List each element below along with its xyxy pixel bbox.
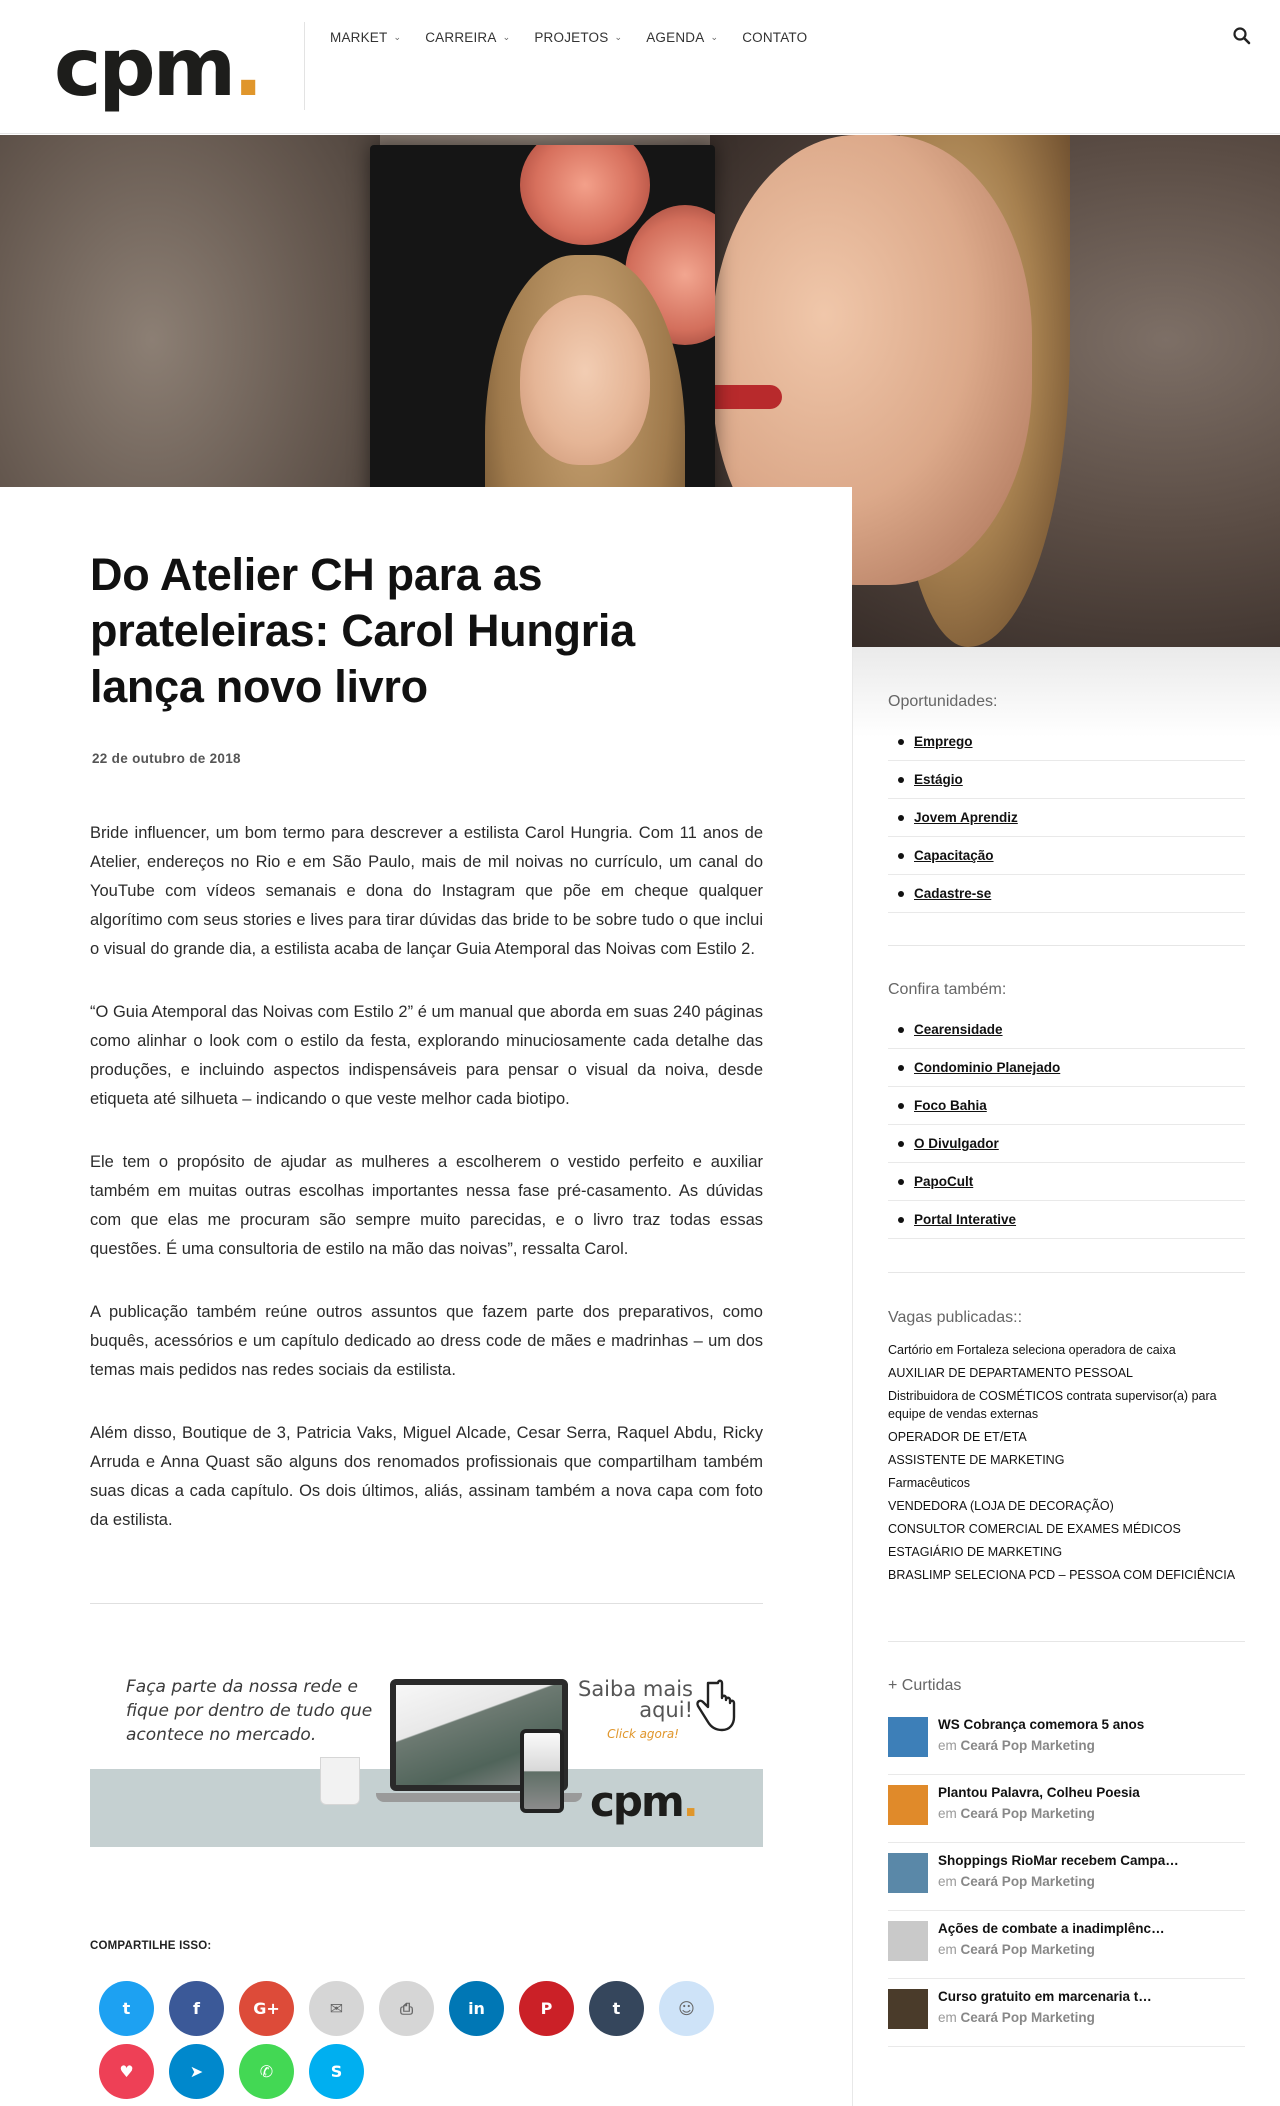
list-item (888, 723, 1245, 761)
link-portal-interative[interactable]: Portal Interative (914, 1212, 1017, 1227)
list-item (888, 837, 1245, 875)
post-date: 22 de outubro de 2018 (92, 751, 241, 766)
divider (888, 1272, 1245, 1273)
reddit-icon: ☺ (678, 1999, 695, 2018)
divider (888, 1641, 1245, 1642)
phone-image (520, 1729, 564, 1813)
facebook-icon: f (193, 1999, 200, 2018)
share-buttons-row (99, 2044, 364, 2099)
search-icon[interactable] (1232, 26, 1252, 46)
post-thumbnail (888, 1785, 928, 1825)
link-condominio-planejado[interactable]: Condominio Planejado (914, 1060, 1061, 1075)
facebook-share-button[interactable] (169, 1981, 224, 2036)
print-icon: ⎙ (400, 1998, 413, 2018)
link-jovem-aprendiz[interactable]: Jovem Aprendiz (914, 810, 1018, 825)
link-o-divulgador[interactable]: O Divulgador (914, 1136, 999, 1151)
nav-item-carreira[interactable]: CARREIRA ⌄ (425, 30, 511, 45)
site-logo[interactable]: cpm. (54, 21, 261, 114)
link-cearensidade[interactable]: Cearensidade (914, 1022, 1003, 1037)
list-item (888, 1087, 1245, 1125)
related-post-item[interactable] (888, 1775, 1245, 1843)
chevron-down-icon: ⌄ (614, 32, 623, 42)
share-buttons-row (99, 1981, 714, 2036)
job-link[interactable]: VENDEDORA (LOJA DE DECORAÇÃO) (888, 1499, 1114, 1513)
job-link[interactable]: CONSULTOR COMERCIAL DE EXAMES MÉDICOS (888, 1522, 1181, 1536)
list-item (888, 1201, 1245, 1239)
twitter-icon: t (122, 1999, 131, 2018)
banner-logo: cpm. (590, 1777, 697, 1826)
pencil-cup-image (320, 1757, 360, 1805)
twitter-share-button[interactable] (99, 1981, 154, 2036)
post-thumbnail (888, 1989, 928, 2029)
job-link[interactable]: ASSISTENTE DE MARKETING (888, 1453, 1065, 1467)
google-plus-icon: G+ (253, 1999, 280, 2018)
widget-oportunidades (888, 693, 1245, 913)
promo-banner[interactable] (90, 1669, 763, 1847)
post-paragraph: “O Guia Atemporal das Noivas com Estilo 2” é um manual que aborda em suas 240 páginas como alinhar o look com o estilo da festa, explorando minuciosamente cada detalhe das produções, e incluindo aspectos indispensáveis para pensar o visual da noiva, desde etiqueta até silhueta – indicando o que veste melhor cada biotipo. (90, 1003, 763, 1108)
nav-item-projetos[interactable]: PROJETOS ⌄ (534, 30, 623, 45)
banner-text: Faça parte da nossa rede e fique por dentro de tudo que acontece no mercado. (126, 1677, 373, 1745)
list-item (888, 875, 1245, 913)
widget-title: Confira também: (888, 981, 1007, 998)
banner-cta: Saiba mais aqui! (577, 1677, 693, 1722)
related-post-item[interactable] (888, 1911, 1245, 1979)
divider (888, 945, 1245, 946)
related-post-source: em Ceará Pop Marketing (938, 1874, 1095, 1889)
email-share-button[interactable] (309, 1981, 364, 2036)
email-icon: ✉ (329, 1999, 344, 2018)
linkedin-share-button[interactable] (449, 1981, 504, 2036)
nav-item-agenda[interactable]: AGENDA ⌄ (646, 30, 719, 45)
post-thumbnail (888, 1853, 928, 1893)
link-emprego[interactable]: Emprego (914, 734, 973, 749)
pinterest-icon: P (540, 1999, 553, 2018)
chevron-down-icon: ⌄ (502, 32, 511, 42)
list-item (888, 761, 1245, 799)
link-papocult[interactable]: PapoCult (914, 1174, 974, 1189)
list-item (888, 1125, 1245, 1163)
main-nav (330, 30, 807, 45)
post-paragraph: A publicação também reúne outros assuntos que fazem parte dos preparativos, como buquês, acessórios e um capítulo dedicado ao dress code de mães e madrinhas – um dos temas mais pedidos nas redes sociais da estilista. (90, 1303, 763, 1379)
job-link[interactable]: OPERADOR DE ET/ETA (888, 1430, 1027, 1444)
widget-confira (888, 981, 1245, 1239)
related-post-title[interactable]: Shoppings RioMar recebem Campa… (938, 1853, 1179, 1868)
reddit-share-button[interactable] (659, 1981, 714, 2036)
list-item (888, 1011, 1245, 1049)
sidebar (852, 647, 1280, 2106)
pointer-hand-icon (690, 1675, 736, 1735)
pinterest-share-button[interactable] (519, 1981, 574, 2036)
post-paragraph: Bride influencer, um bom termo para descrever a estilista Carol Hungria. Com 11 anos de Atelier, endereços no Rio e em São Paulo, mais de mil noivas no currículo, um canal do YouTube com vídeos semanais e dona do Instagram que põe em cheque qualquer algorítimo com seus stories e lives para tirar dúvidas das bride to be sobre tudo o que inclui o visual do grande dia, a estilista acaba de lançar Guia Atemporal das Noivas com Estilo 2. (90, 824, 763, 958)
post-paragraph: Ele tem o propósito de ajudar as mulheres a escolherem o vestido perfeito e auxiliar também em muitas outras escolhas importantes nessa fase pré-casamento. As dúvidas com que elas me procuram são sempre muito parecidas, e o livro traz todas essas questões. É uma consultoria de estilo na mão das noivas”, ressalta Carol. (90, 1153, 763, 1258)
print-share-button[interactable] (379, 1981, 434, 2036)
divider (90, 1603, 763, 1604)
widget-title: Vagas publicadas:: (888, 1309, 1023, 1326)
job-link[interactable]: Cartório em Fortaleza seleciona operadora de caixa (888, 1343, 1176, 1357)
related-post-source: em Ceará Pop Marketing (938, 1738, 1095, 1753)
link-foco-bahia[interactable]: Foco Bahia (914, 1098, 987, 1113)
link-estagio[interactable]: Estágio (914, 772, 963, 787)
related-post-source: em Ceará Pop Marketing (938, 1806, 1095, 1821)
telegram-icon: ➤ (189, 2062, 204, 2081)
tumblr-share-button[interactable] (589, 1981, 644, 2036)
widget-vagas (888, 1309, 1245, 1587)
list-item (888, 1049, 1245, 1087)
skype-icon: S (330, 2062, 343, 2081)
google-plus-share-button[interactable] (239, 1981, 294, 2036)
job-link[interactable]: BRASLIMP SELECIONA PCD – PESSOA COM DEFICIÊNCIA (888, 1568, 1236, 1582)
post-paragraph: Além disso, Boutique de 3, Patricia Vaks, Miguel Alcade, Cesar Serra, Raquel Abdu, Ricky Arruda e Anna Quast são alguns dos renomados profissionais que compartilham também suas dicas a cada capítulo. Os dois últimos, aliás, assinam também a nova capa com foto da estilista. (90, 1424, 763, 1529)
post-thumbnail (888, 1717, 928, 1757)
related-post-item[interactable] (888, 1843, 1245, 1911)
whatsapp-icon: ✆ (259, 2062, 274, 2081)
list-item (888, 799, 1245, 837)
site-header (0, 0, 1280, 134)
job-link[interactable]: Distribuidora de COSMÉTICOS contrata supervisor(a) para equipe de vendas externas (888, 1389, 1217, 1421)
widget-title: Oportunidades: (888, 693, 998, 710)
related-post-title[interactable]: Curso gratuito em marcenaria t… (938, 1989, 1152, 2004)
header-divider (304, 22, 305, 110)
related-post-item[interactable] (888, 1707, 1245, 1775)
related-post-title[interactable]: WS Cobrança comemora 5 anos (938, 1717, 1145, 1732)
chevron-down-icon: ⌄ (393, 32, 402, 42)
share-label: COMPARTILHE ISSO: (90, 1940, 212, 1952)
related-post-source: em Ceará Pop Marketing (938, 2010, 1095, 2025)
link-capacitacao[interactable]: Capacitação (914, 848, 994, 863)
related-post-item[interactable] (888, 1979, 1245, 2047)
post-body (90, 819, 763, 1569)
related-posts-list (888, 1707, 1245, 2047)
whatsapp-share-button[interactable] (239, 2044, 294, 2099)
telegram-share-button[interactable] (169, 2044, 224, 2099)
list-item (888, 1163, 1245, 1201)
pocket-icon: ♥ (119, 2062, 134, 2081)
nav-item-contato[interactable]: CONTATO (742, 30, 808, 45)
job-link[interactable]: AUXILIAR DE DEPARTAMENTO PESSOAL (888, 1366, 1133, 1380)
job-link[interactable]: ESTAGIÁRIO DE MARKETING (888, 1545, 1063, 1559)
chevron-down-icon: ⌄ (710, 32, 719, 42)
post-title: Do Atelier CH para as prateleiras: Carol Hungria lança novo livro (90, 549, 635, 712)
widget-title: + Curtidas (888, 1677, 962, 1694)
linkedin-icon: in (468, 1999, 485, 2018)
related-post-title[interactable]: Ações de combate a inadimplênc… (938, 1921, 1165, 1936)
job-link[interactable]: Farmacêuticos (888, 1476, 970, 1490)
widget-curtidas (888, 1677, 1245, 2047)
pocket-share-button[interactable] (99, 2044, 154, 2099)
related-post-source: em Ceará Pop Marketing (938, 1942, 1095, 1957)
nav-item-market[interactable]: MARKET ⌄ (330, 30, 402, 45)
article-card (0, 487, 852, 2106)
tumblr-icon: t (612, 1999, 621, 2018)
post-thumbnail (888, 1921, 928, 1961)
link-cadastre-se[interactable]: Cadastre-se (914, 886, 992, 901)
related-post-title[interactable]: Plantou Palavra, Colheu Poesia (938, 1785, 1140, 1800)
banner-click-text: Click agora! (607, 1727, 679, 1741)
skype-share-button[interactable] (309, 2044, 364, 2099)
